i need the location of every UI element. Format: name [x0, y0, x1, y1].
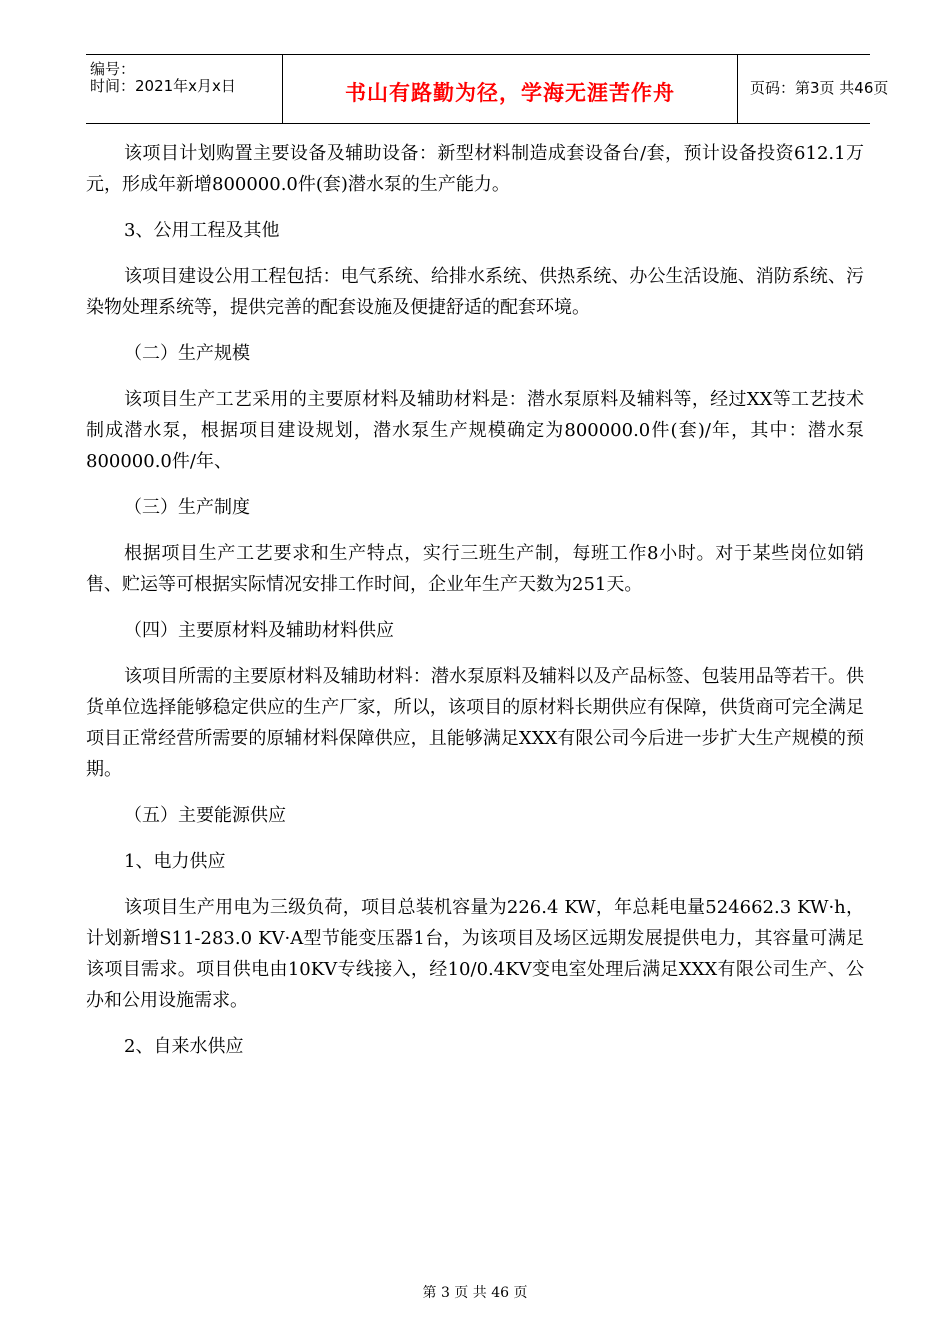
header-motto: 书山有路勤为径，学海无涯苦作舟 — [345, 80, 675, 105]
document-body — [86, 138, 864, 1077]
heading-production-system: （三）生产制度 — [124, 497, 250, 518]
paragraph-materials-supply: 该项目所需的主要原材料及辅助材料：潜水泵原料及辅料以及产品标签、包装用品等若干。供货单位选择能够稳定供应的生产厂家，所以，该项目的原材料长期供应有保障，供货商可完全满足项目正常经营所需要的原辅材料保障供应，且能够满足XXX有限公司今后进一步扩大生产规模的预期。 — [86, 666, 864, 780]
header-right-cell — [738, 55, 889, 123]
document-header — [86, 54, 889, 124]
heading-energy-supply: （五）主要能源供应 — [124, 805, 286, 826]
heading-power-supply: 1、电力供应 — [124, 851, 226, 872]
heading-production-scale: （二）生产规模 — [124, 343, 250, 364]
paragraph-power-supply: 该项目生产用电为三级负荷，项目总装机容量为226.4 KW，年总耗电量524662.3 KW·h，计划新增S11-283.0 KV·A型节能变压器1台，为该项目及场区远期发展提供电力，其容量可满足该项目需求。项目供电由10KV专线接入，经10/0.4KV变电室处理后满足XXX有限公司生产、公办和公用设施需求。 — [86, 897, 864, 1011]
serial-number-label: 编号： — [90, 60, 136, 78]
heading-materials-supply: （四）主要原材料及辅助材料供应 — [124, 620, 394, 641]
paragraph-production-system: 根据项目生产工艺要求和生产特点，实行三班生产制，每班工作8小时。对于某些岗位如销售、贮运等可根据实际情况安排工作时间，企业年生产天数为251天。 — [86, 543, 864, 595]
header-page-info: 页码：第3页 共46页 — [750, 79, 889, 97]
header-middle-cell — [282, 55, 738, 123]
date-label: 时间：2021年x月x日 — [90, 77, 236, 95]
paragraph-equipment: 该项目计划购置主要设备及辅助设备：新型材料制造成套设备台/套，预计设备投资612.1万元，形成年新增800000.0件(套)潜水泵的生产能力。 — [86, 143, 864, 195]
header-left-cell — [86, 55, 282, 123]
paragraph-production-scale: 该项目生产工艺采用的主要原材料及辅助材料是：潜水泵原料及辅料等，经过XX等工艺技术制成潜水泵，根据项目建设规划，潜水泵生产规模确定为800000.0件(套)/年，其中：潜水泵800000.0件/年、 — [86, 389, 864, 472]
page-footer: 第 3 页 共 46 页 — [422, 1285, 528, 1301]
paragraph-public-works: 该项目建设公用工程包括：电气系统、给排水系统、供热系统、办公生活设施、消防系统、污染物处理系统等，提供完善的配套设施及便捷舒适的配套环境。 — [86, 266, 864, 318]
heading-public-works: 3、公用工程及其他 — [124, 220, 280, 241]
heading-water-supply: 2、自来水供应 — [124, 1036, 244, 1057]
